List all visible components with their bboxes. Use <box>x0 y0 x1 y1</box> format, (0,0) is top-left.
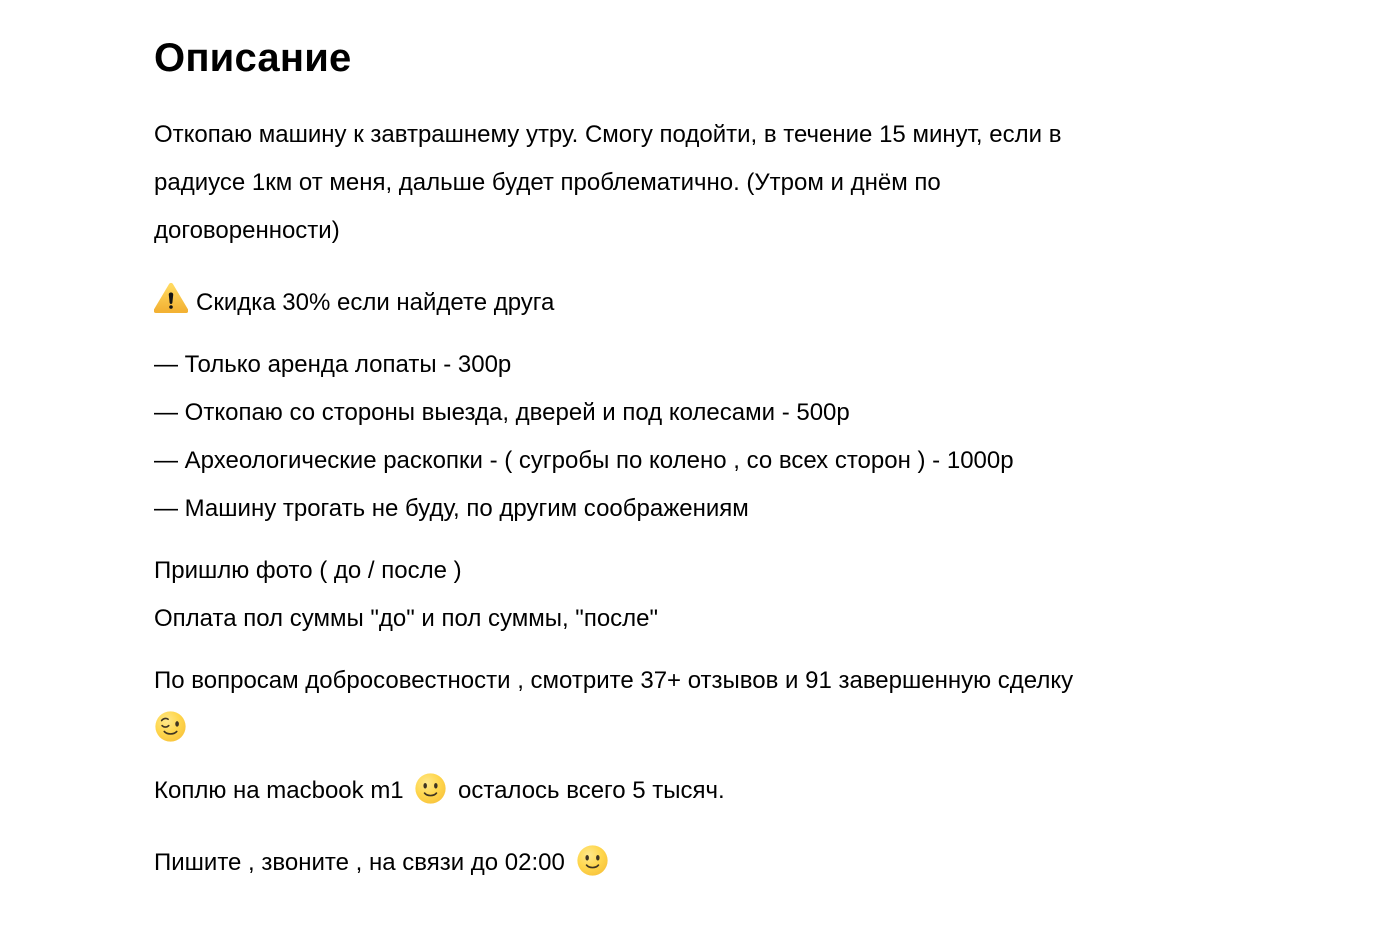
price-item-archeology: — Археологические раскопки - ( сугробы по колено , со всех сторон ) - 1000р <box>154 447 1014 474</box>
intro-line-1: Откопаю машину к завтрашнему утру. Смогу подойти, в течение 15 минут, если в <box>154 121 1062 148</box>
contact-line <box>154 839 1280 887</box>
contact-text: Пишите , звоните , на связи до 02:00 <box>154 849 565 876</box>
saving-text-before: Коплю на macbook m1 <box>154 777 404 804</box>
price-item-shovel: — Только аренда лопаты - 300р <box>154 351 512 378</box>
reviews-text: По вопросам добросовестности , смотрите 37+ отзывов и 91 завершенную сделку <box>154 667 1074 694</box>
saving-text-after: осталось всего 5 тысяч. <box>458 777 725 804</box>
price-item-no-touch: — Машину трогать не буду, по другим соображениям <box>154 495 749 522</box>
intro-line-3: договоренности) <box>154 217 340 244</box>
wink-emoji-icon <box>154 710 187 743</box>
smile-emoji-icon <box>414 772 447 805</box>
photo-line: Пришлю фото ( до / после ) <box>154 557 462 584</box>
price-list <box>154 341 1280 533</box>
warning-emoji-icon <box>154 282 188 314</box>
smile-emoji-icon <box>576 844 609 877</box>
saving-line <box>154 767 1280 815</box>
price-item-exit: — Откопаю со стороны выезда, дверей и под колесами - 500р <box>154 399 850 426</box>
payment-line: Оплата пол суммы "до" и пол суммы, "после" <box>154 605 659 632</box>
photo-payment-paragraph <box>154 547 1280 643</box>
intro-line-2: радиусе 1км от меня, дальше будет проблематично. (Утром и днём по <box>154 169 941 196</box>
intro-paragraph <box>154 111 1280 255</box>
page-title: Описание <box>154 36 352 80</box>
discount-line <box>154 279 1280 327</box>
reviews-paragraph <box>154 657 1280 753</box>
discount-text: Скидка 30% если найдете друга <box>196 289 555 316</box>
